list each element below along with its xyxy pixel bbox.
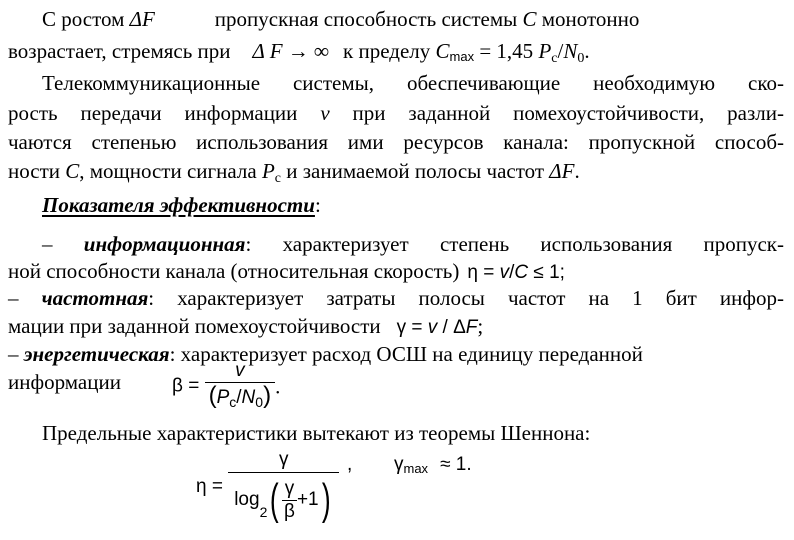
delta: / Δ — [437, 317, 466, 338]
n-symbol: N — [241, 387, 256, 408]
item-text: : характеризует затраты полосы частот на 1 бит инфор- — [148, 286, 784, 310]
p1-text: к пределу — [343, 39, 436, 63]
p2-text: ности — [8, 159, 66, 183]
p-symbol: P — [538, 39, 552, 63]
c-symbol: C — [522, 7, 537, 31]
item-text: мации при заданной помехоустойчивости — [8, 314, 381, 338]
p-symbol: P — [216, 387, 230, 408]
n-symbol: N — [563, 39, 578, 63]
plus-one: +1 — [296, 489, 319, 510]
p-subscript: c — [551, 51, 558, 66]
beta-numerator — [205, 358, 276, 383]
period: . — [275, 374, 281, 399]
p1-text: возрастает, стремясь при — [8, 39, 231, 63]
period: . — [574, 159, 580, 183]
v-symbol: v — [235, 360, 245, 381]
eta-numerator: γ — [228, 448, 339, 473]
period: . — [584, 39, 590, 63]
gamma-symbol: γ — [282, 478, 297, 501]
gamma-max-formula — [394, 454, 472, 476]
eta-denominator — [228, 473, 339, 525]
dash: – — [42, 232, 84, 256]
paren-close: ) — [321, 475, 331, 524]
item-text: ной способности канала (относительная скорость) — [8, 259, 460, 283]
p1-text: пропускная способность системы — [214, 7, 523, 31]
p1-line-1 — [42, 6, 784, 32]
c-symbol: C — [514, 262, 529, 283]
dash: – — [8, 286, 42, 310]
slash: / — [557, 39, 564, 63]
inner-fraction — [282, 478, 297, 523]
max-subscript: max — [449, 49, 475, 64]
item-freq-line-2 — [8, 313, 784, 341]
eta-comma: , — [347, 454, 353, 475]
item-text: : характеризует расход ОСШ на единицу переданной — [169, 342, 643, 366]
p2-text: и занимаемой полосы частот — [281, 159, 550, 183]
leq-one: ≤ 1; — [528, 262, 565, 283]
item-energy-line-2 — [8, 369, 784, 395]
heading-colon: : — [314, 193, 321, 217]
item-energy-line-1 — [8, 341, 784, 367]
p-subscript: c — [229, 394, 237, 410]
beta-symbol: β — [284, 500, 295, 522]
p2-line-4 — [8, 158, 784, 192]
max-subscript: max — [403, 461, 429, 476]
n-subscript: 0 — [577, 51, 585, 66]
c-symbol: C — [65, 159, 80, 183]
p2-text: рость передачи информации — [8, 101, 321, 125]
section-heading — [42, 192, 784, 218]
p-symbol: P — [261, 159, 275, 183]
slash: / — [509, 262, 515, 283]
log-label: log — [234, 489, 260, 510]
p2-text: , мощности сигнала — [79, 159, 262, 183]
approx-one: ≈ 1. — [440, 454, 472, 475]
delta-f-symbol: ΔF — [549, 159, 575, 183]
p1-text: С ростом — [42, 7, 130, 31]
p2-line-3: чаются степенью использования ими ресурсов канала: пропускной способ- — [8, 130, 784, 154]
item-text: : характеризует степень использования пропуск- — [245, 232, 785, 256]
p-subscript: с — [274, 171, 281, 186]
log-base: 2 — [259, 504, 268, 521]
eta-symbol: η = — [467, 262, 500, 283]
n-subscript: 0 — [255, 394, 264, 410]
paren-open: ( — [270, 475, 280, 524]
p2-text: при заданной помехоустойчивости, разли- — [329, 101, 784, 125]
beta-denominator — [205, 383, 276, 415]
paren-close: ) — [263, 382, 272, 409]
item-info-line-2 — [8, 258, 784, 286]
term-frequency: частотная — [41, 286, 149, 310]
item-text: информации — [8, 370, 121, 394]
semicolon: ; — [477, 314, 484, 338]
eta-formula — [196, 448, 339, 525]
heading-text: Показателя эффективности — [42, 193, 315, 217]
p1-text: = 1,45 — [474, 39, 539, 63]
f-symbol: F — [465, 317, 478, 338]
c-max-symbol: C — [435, 39, 450, 63]
item-info-line-1 — [42, 231, 784, 257]
v-symbol: v — [427, 317, 438, 338]
item-freq-line-1 — [8, 285, 784, 311]
p2-line-2 — [8, 100, 784, 126]
paren-open: ( — [208, 382, 217, 409]
term-energy: энергетическая — [23, 342, 170, 366]
term-informational: информационная — [83, 232, 246, 256]
beta-lhs: β = — [172, 375, 200, 397]
eta-lhs: η = — [196, 475, 223, 497]
dash: – — [8, 342, 24, 366]
gamma-symbol: γ = — [396, 317, 428, 338]
beta-formula — [172, 358, 280, 415]
slash: / — [236, 387, 242, 408]
eta-fraction — [228, 448, 339, 525]
gamma-symbol: γ — [394, 454, 404, 475]
p1-text: монотонно — [536, 7, 640, 31]
limit-expression: Δ F → ∞ — [252, 39, 330, 63]
v-symbol: v — [499, 262, 510, 283]
limits-text: Предельные характеристики вытекают из теоремы Шеннона: — [42, 421, 591, 445]
p1-line-2 — [8, 38, 784, 72]
delta-f-symbol: ΔF — [129, 7, 155, 31]
p2-line-1: Телекоммуникационные системы, обеспечивающие необходимую ско- — [42, 71, 784, 95]
v-symbol: v — [320, 101, 330, 125]
beta-fraction — [205, 358, 276, 415]
